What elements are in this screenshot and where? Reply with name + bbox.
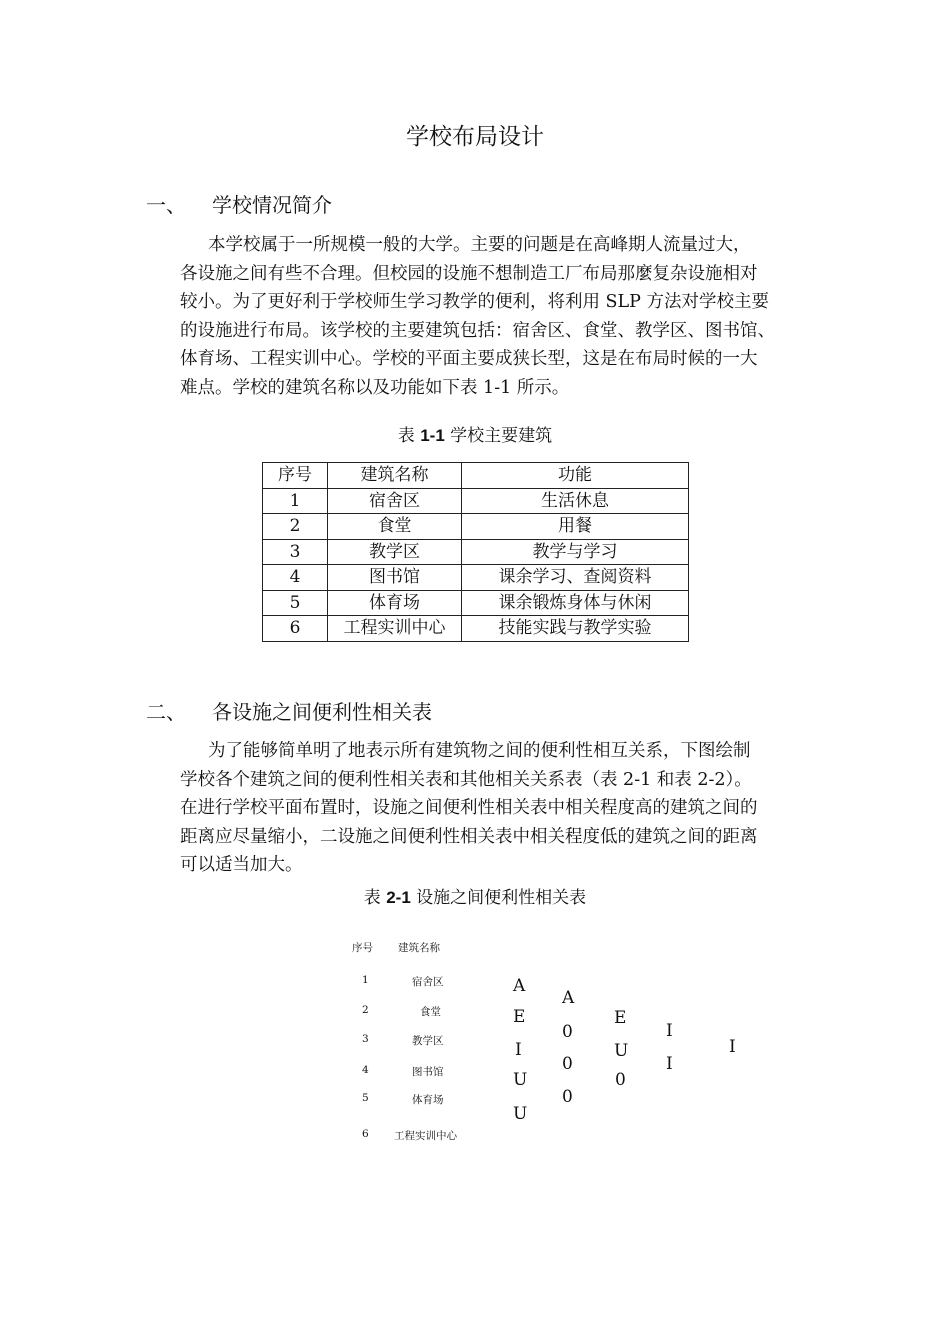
relation-letter: E: [513, 1007, 526, 1027]
table-cell: 教学区: [328, 539, 462, 565]
table-cell: 工程实训中心: [328, 616, 462, 642]
buildings-table: [262, 462, 689, 642]
figure-row-number: 4: [362, 1064, 369, 1076]
section1-paragraph: [180, 231, 806, 403]
header-cell-name: 建筑名称: [328, 463, 462, 489]
paragraph-line: 难点。学校的建筑名称以及功能如下表 1-1 所示。: [180, 377, 570, 398]
table-cell: 体育场: [328, 590, 462, 616]
table-cell: 课余学习、查阅资料: [462, 565, 689, 591]
paragraph-line: 体育场、工程实训中心。学校的平面主要成狭长型，这是在布局时候的一大: [180, 349, 758, 370]
table-cell: 6: [263, 616, 328, 642]
table-cell: 1: [263, 488, 328, 514]
section1-number: 一、: [146, 193, 186, 217]
relation-letter: 0: [562, 1054, 573, 1074]
paragraph-line: 的设施进行布局。该学校的主要建筑包括：宿舍区、食堂、教学区、图书馆、: [180, 320, 775, 341]
table-row: [263, 539, 689, 565]
figure-header-number: 序号: [352, 942, 373, 954]
figure-row-name: 图书馆: [412, 1066, 444, 1078]
paragraph-line: 各设施之间有些不合理。但校园的设施不想制造工厂布局那麼复杂设施相对: [180, 263, 758, 284]
table-row: [263, 488, 689, 514]
figure-header-name: 建筑名称: [398, 942, 440, 954]
paragraph-line: 本学校属于一所规模一般的大学。主要的问题是在高峰期人流量过大，: [208, 235, 751, 255]
relation-letter: I: [515, 1040, 522, 1060]
paragraph-line: 距离应尽量缩小，二设施之间便利性相关表中相关程度低的建筑之间的距离: [180, 826, 758, 847]
paragraph-line: 学校各个建筑之间的便利性相关表和其他相关关系表（表 2-1 和表 2-2）。: [180, 769, 752, 790]
relation-letter: A: [513, 976, 526, 996]
table-cell: 5: [263, 590, 328, 616]
relation-letter: I: [666, 1021, 673, 1041]
relation-letter: A: [562, 988, 575, 1008]
table-cell: 4: [263, 565, 328, 591]
caption-prefix: 表: [397, 426, 421, 446]
figure-row-number: 5: [362, 1092, 369, 1104]
section2-number: 二、: [146, 700, 186, 724]
header-cell-number: 序号: [263, 463, 328, 489]
relation-letter: I: [729, 1037, 736, 1057]
table-row: [263, 616, 689, 642]
relation-letter: I: [666, 1054, 673, 1074]
figure-row-number: 2: [362, 1004, 369, 1016]
table-cell: 生活休息: [462, 488, 689, 514]
table2-caption: [0, 883, 950, 908]
table-header-row: [263, 463, 689, 489]
table-row: [263, 514, 689, 540]
caption-text: 学校主要建筑: [444, 426, 553, 446]
paragraph-line: 为了能够简单明了地表示所有建筑物之间的便利性相互关系，下图绘制: [208, 741, 751, 761]
relation-letter: 0: [615, 1070, 626, 1090]
table-cell: 2: [263, 514, 328, 540]
relation-letter: U: [614, 1041, 629, 1061]
relation-letter: U: [513, 1070, 528, 1090]
figure-row-name: 教学区: [412, 1035, 444, 1047]
section2-paragraph: [180, 737, 806, 880]
table-row: [263, 590, 689, 616]
header-cell-function: 功能: [462, 463, 689, 489]
relation-letter: E: [614, 1008, 627, 1028]
figure-row-name: 工程实训中心: [394, 1130, 457, 1142]
table1-caption: [0, 421, 950, 446]
caption-prefix: 表: [363, 888, 387, 908]
caption-text: 设施之间便利性相关表: [410, 888, 587, 908]
table-cell: 技能实践与教学实验: [462, 616, 689, 642]
table-cell: 3: [263, 539, 328, 565]
table-cell: 图书馆: [328, 565, 462, 591]
table-cell: 课余锻炼身体与休闲: [462, 590, 689, 616]
page-title: 学校布局设计: [406, 124, 544, 150]
table-cell: 食堂: [328, 514, 462, 540]
figure-row-name: 宿舍区: [412, 976, 444, 988]
paragraph-line: 可以适当加大。: [180, 855, 303, 876]
table-cell: 教学与学习: [462, 539, 689, 565]
relation-letter: 0: [562, 1022, 573, 1042]
figure-row-number: 1: [362, 974, 369, 986]
figure-row-name: 食堂: [420, 1006, 441, 1018]
figure-row-name: 体育场: [412, 1094, 444, 1106]
caption-number: 1-1: [420, 426, 445, 445]
paragraph-line: 在进行学校平面布置时，设施之间便利性相关表中相关程度高的建筑之间的: [180, 798, 758, 819]
relation-letter: U: [513, 1104, 528, 1124]
figure-row-number: 6: [362, 1128, 369, 1140]
section2-heading: 各设施之间便利性相关表: [212, 700, 432, 724]
relation-letter: 0: [562, 1087, 573, 1107]
table-row: [263, 565, 689, 591]
section1-heading: 学校情况简介: [212, 193, 332, 217]
table-cell: 用餐: [462, 514, 689, 540]
table-cell: 宿舍区: [328, 488, 462, 514]
caption-number: 2-1: [386, 888, 411, 907]
paragraph-line: 较小。为了更好利于学校师生学习教学的便利，将利用 SLP 方法对学校主要: [180, 292, 770, 313]
figure-row-number: 3: [362, 1033, 369, 1045]
